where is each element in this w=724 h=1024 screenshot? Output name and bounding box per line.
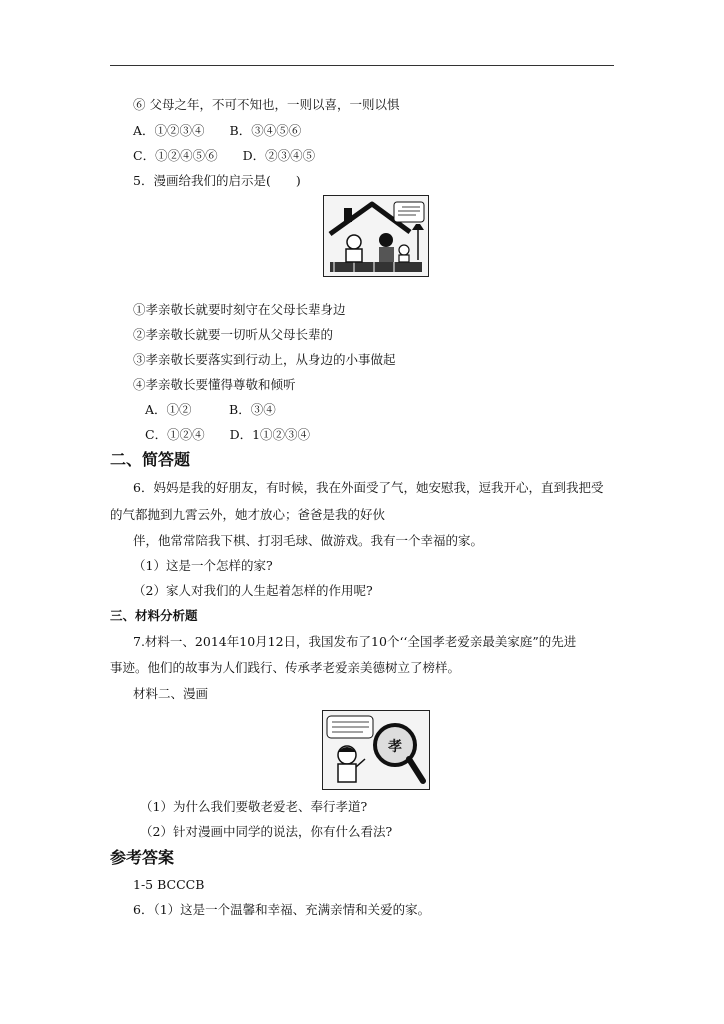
q7-material2-label: 材料二、漫画: [133, 686, 209, 701]
header-rule: [110, 65, 614, 66]
q5-options-cd: C．①②④ D．1①②③④: [145, 427, 311, 442]
answer-6-1: 6．（1）这是一个温馨和幸福、充满亲情和关爱的家。: [133, 902, 431, 917]
q5-choice-3: ③孝亲敬长要落实到行动上，从身边的小事做起: [133, 352, 396, 367]
q7-material1-line1: 7.材料一、2014年10月12日，我国发布了10个‘‘全国孝老爱亲最美家庭”的先进: [133, 634, 577, 649]
section-heading-material-analysis: 三、材料分析题: [110, 608, 198, 623]
option-6-line: ⑥ 父母之年，不可不知也，一则以喜，一则以惧: [133, 97, 400, 112]
q7-material1-line2: 事迹。他们的故事为人们践行、传承孝老爱亲美德树立了榜样。: [110, 660, 461, 675]
q7-sub-2: （2）针对漫画中同学的说法，你有什么看法?: [140, 824, 393, 839]
q5-choice-4: ④孝亲敬长要懂得尊敬和倾听: [133, 377, 296, 392]
q4-options-cd: C．①②④⑤⑥ D．②③④⑤: [133, 148, 316, 163]
q5-choice-1: ①孝亲敬长就要时刻守在父母长辈身边: [133, 302, 346, 317]
q5-stem: 5．漫画给我们的启示是( ): [133, 173, 301, 188]
q5-choice-2: ②孝亲敬长就要一切听从父母长辈的: [133, 327, 334, 342]
answer-1-5: 1-5 BCCCB: [133, 877, 205, 892]
cartoon-family-image: [323, 195, 429, 277]
cartoon-filial-piety-image: [322, 710, 430, 790]
q7-sub-1: （1）为什么我们要敬老爱老、奉行孝道?: [140, 799, 368, 814]
q4-options-ab: A．①②③④ B．③④⑤⑥: [133, 123, 302, 138]
q5-options-ab: A．①② B．③④: [145, 402, 276, 417]
q6-sub-2: （2）家人对我们的人生起着怎样的作用呢?: [133, 583, 373, 598]
q6-sub-1: （1）这是一个怎样的家?: [133, 558, 273, 573]
q6-stem-line2: 的气都抛到九霄云外，她才放心；爸爸是我的好伙: [110, 507, 386, 522]
q6-stem-line1: 6．妈妈是我的好朋友，有时候，我在外面受了气，她安慰我，逗我开心，直到我把受: [133, 480, 604, 495]
svg-text:孝: 孝: [388, 739, 402, 755]
q6-stem-line3: 伴，他常常陪我下棋、打羽毛球、做游戏。我有一个幸福的家。: [133, 533, 484, 548]
section-heading-short-answer: 二、简答题: [110, 450, 191, 469]
section-heading-answers: 参考答案: [110, 848, 175, 867]
